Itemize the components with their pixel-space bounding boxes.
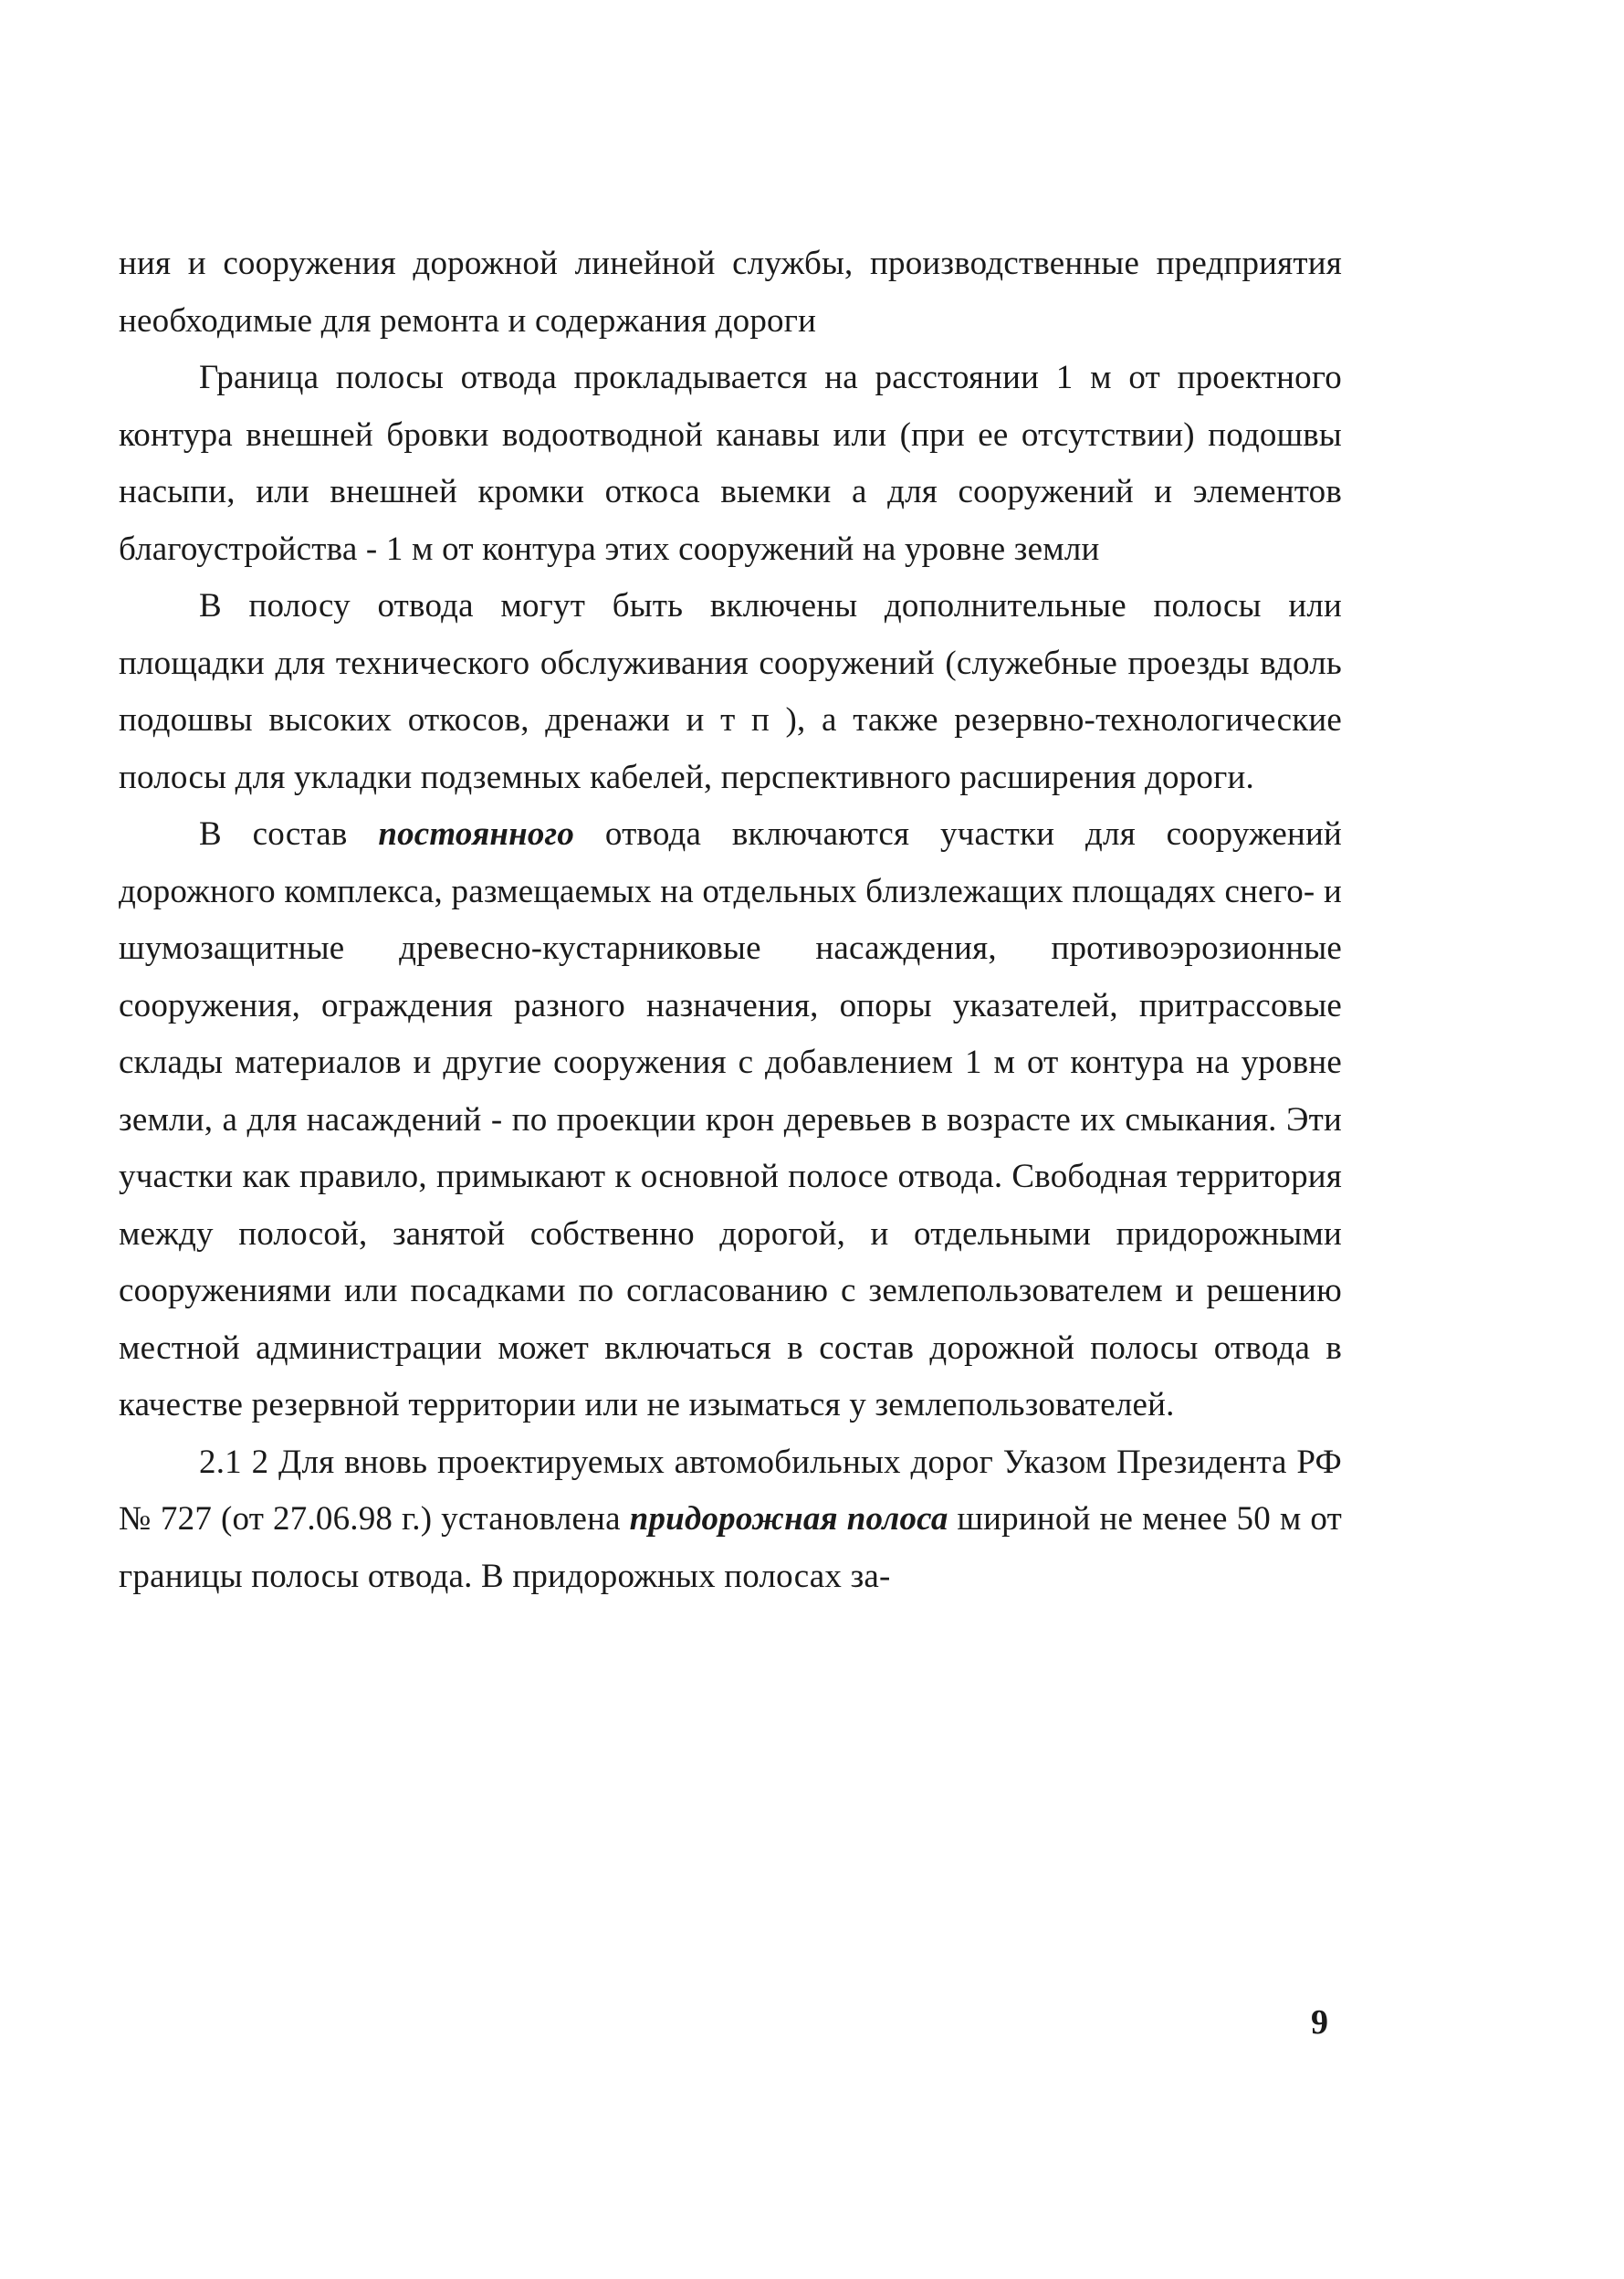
paragraph-text: шириной не менее 50 м от границы полосы отвода. В придорожных полосах за- [119,1500,1342,1595]
paragraph-text: Граница полосы отвода прокладывается на расстоянии 1 м от проектного контура внешней бровки водоотводной канавы или (при ее отсутствии) подошвы насыпи, или внешней кромки откоса выемки а для сооружений и элементов благоустройства - 1 м от контура этих сооружений на уровне земли [119,359,1342,568]
paragraph-text: отвода включаются участки для сооружений дорожного комплекса, размещаемых на отдельных близлежащих площадях снего- и шумозащитные древесно-кустарниковые насаждения, противоэрозионные сооружения, ограждения разного назначения, опоры указателей, притрассовые склады материалов и другие сооружения с добавлением 1 м от контура на уровне земли, а для насаждений - по проекции крон деревьев в возрасте их смыкания. Эти участки как правило, примыкают к основной полосе отвода. Свободная территория между полосой, занятой собственно дорогой, и отдельными придорожными сооружениями или посадками по согласованию с землепользователем и решению местной администрации может включаться в состав дорожной полосы отвода в качестве резервной территории или не изыматься у землепользователей. [119,815,1342,1423]
paragraph-additional-strips [119,578,1342,806]
body-text [119,236,1342,1605]
paragraph-text: 2.1 2 Для вновь проектируемых автомобильных дорог Указом Президента РФ № 727 (от 27.06.98 г.) установлена [119,1443,1342,1538]
paragraph-text: В состав [199,815,379,853]
paragraph-boundary [119,350,1342,578]
paragraph-text: ния и сооружения дорожной линейной службы, производственные предприятия необходимые для ремонта и содержания дороги [119,245,1342,340]
paragraph-permanent-allotment [119,806,1342,1434]
paragraph-roadside-strip [119,1434,1342,1606]
paragraph-text: В полосу отвода могут быть включены дополнительные полосы или площадки для технического обслуживания сооружений (служебные проезды вдоль подошвы высоких откосов, дренажи и т п ), а также резервно-технологические полосы для укладки подземных кабелей, перспективного расширения дороги. [119,587,1342,796]
emphasized-term: придорожная полоса [629,1500,948,1538]
emphasized-term: постоянного [378,815,575,853]
paragraph-continuation [119,236,1342,350]
page-number: 9 [1311,2003,1328,2042]
